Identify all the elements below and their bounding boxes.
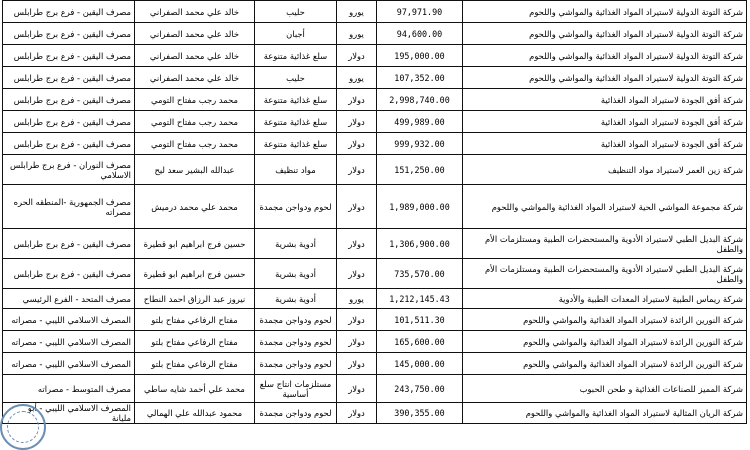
bank-cell: مصرف اليقين - فرع برج طرابلس	[3, 23, 135, 45]
bank-cell: المصرف الاسلامي الليبي - مصراته	[3, 309, 135, 331]
person-cell: خالد علي محمد الصفراني	[135, 1, 255, 23]
bank-cell: مصرف اليقين - فرع برج طرابلس	[3, 111, 135, 133]
company-cell: شركة النورين الرائدة لاستيراد المواد الغذائية والمواشي واللحوم	[463, 309, 747, 331]
table-row	[3, 289, 747, 309]
goods-cell: أدوية بشرية	[255, 229, 337, 259]
currency-cell: دولار	[337, 403, 377, 424]
goods-cell: حليب	[255, 67, 337, 89]
amount-cell: 145,000.00	[377, 353, 463, 375]
goods-cell: سلع غذائية متنوعة	[255, 133, 337, 155]
currency-cell: دولار	[337, 185, 377, 229]
goods-cell: حليب	[255, 1, 337, 23]
currency-cell: دولار	[337, 155, 377, 185]
goods-cell: مواد تنظيف	[255, 155, 337, 185]
goods-cell: مستلزمات انتاج سلع أساسية	[255, 375, 337, 403]
currency-cell: دولار	[337, 331, 377, 353]
goods-cell: سلع غذائية متنوعة	[255, 45, 337, 67]
bank-cell: مصرف المتوسط - مصراته	[3, 375, 135, 403]
goods-cell: أجبان	[255, 23, 337, 45]
company-cell: شركة التوتة الدولية لاستيراد المواد الغذائية والمواشي واللحوم	[463, 1, 747, 23]
currency-cell: دولار	[337, 89, 377, 111]
import-permits-table	[2, 0, 747, 424]
bank-cell: المصرف الاسلامي الليبي - مصراته	[3, 353, 135, 375]
table-row	[3, 45, 747, 67]
amount-cell: 499,989.00	[377, 111, 463, 133]
amount-cell: 94,600.00	[377, 23, 463, 45]
currency-cell: دولار	[337, 375, 377, 403]
currency-cell: يورو	[337, 1, 377, 23]
currency-cell: يورو	[337, 23, 377, 45]
bank-cell: مصرف المتحد - الفرع الرئيسي	[3, 289, 135, 309]
amount-cell: 151,250.00	[377, 155, 463, 185]
company-cell: شركة مجموعة المواشي الحية لاستيراد المواد الغذائية والمواشي واللحوم	[463, 185, 747, 229]
person-cell: مفتاح الرفاعي مفتاح بلتو	[135, 309, 255, 331]
table-row	[3, 185, 747, 229]
bank-cell: مصرف اليقين - فرع برج طرابلس	[3, 67, 135, 89]
goods-cell: أدوية بشرية	[255, 259, 337, 289]
person-cell: عبدالله البشير سعد ليح	[135, 155, 255, 185]
currency-cell: دولار	[337, 45, 377, 67]
company-cell: شركة التوتة الدولية لاستيراد المواد الغذائية والمواشي واللحوم	[463, 45, 747, 67]
bank-cell: مصرف اليقين - فرع برج طرابلس	[3, 89, 135, 111]
person-cell: محمود عبدالله علي الهمالي	[135, 403, 255, 424]
goods-cell: أدوية بشرية	[255, 289, 337, 309]
company-cell: شركة ريماس الطبية لاستيراد المعدات الطبية والأدوية	[463, 289, 747, 309]
table-row	[3, 375, 747, 403]
person-cell: خالد علي محمد الصفراني	[135, 45, 255, 67]
amount-cell: 195,000.00	[377, 45, 463, 67]
goods-cell: لحوم ودواجن مجمدة	[255, 403, 337, 424]
table-row	[3, 23, 747, 45]
person-cell: محمد رجب مفتاح التومي	[135, 111, 255, 133]
bank-cell: مصرف اليقين - فرع برج طرابلس	[3, 259, 135, 289]
table-row	[3, 309, 747, 331]
table-row	[3, 1, 747, 23]
table-row	[3, 403, 747, 424]
company-cell: شركة المميز للصناعات الغذائية و طحن الحبوب	[463, 375, 747, 403]
amount-cell: 999,932.00	[377, 133, 463, 155]
person-cell: نيروز عبد الرزاق احمد النطاح	[135, 289, 255, 309]
company-cell: شركة أفق الجودة لاستيراد المواد الغذائية	[463, 89, 747, 111]
bank-cell: مصرف اليقين - فرع برج طرابلس	[3, 133, 135, 155]
table-row	[3, 155, 747, 185]
table-row	[3, 229, 747, 259]
table-row	[3, 331, 747, 353]
goods-cell: لحوم ودواجن مجمدة	[255, 331, 337, 353]
bank-cell: مصرف النوران - فرع برج طرابلس الاسلامي	[3, 155, 135, 185]
table-row	[3, 133, 747, 155]
company-cell: شركة التوتة الدولية لاستيراد المواد الغذائية والمواشي واللحوم	[463, 23, 747, 45]
currency-cell: دولار	[337, 309, 377, 331]
table-row	[3, 67, 747, 89]
bank-cell: مصرف اليقين - فرع برج طرابلس	[3, 229, 135, 259]
table-body	[3, 1, 747, 424]
person-cell: محمد رجب مفتاح التومي	[135, 133, 255, 155]
currency-cell: يورو	[337, 67, 377, 89]
amount-cell: 107,352.00	[377, 67, 463, 89]
person-cell: خالد علي محمد الصفراني	[135, 23, 255, 45]
company-cell: شركة النورين الرائدة لاستيراد المواد الغذائية والمواشي واللحوم	[463, 353, 747, 375]
table-row	[3, 259, 747, 289]
amount-cell: 165,600.00	[377, 331, 463, 353]
currency-cell: دولار	[337, 259, 377, 289]
bank-cell: مصرف اليقين - فرع برج طرابلس	[3, 45, 135, 67]
currency-cell: دولار	[337, 111, 377, 133]
person-cell: حسين فرج ابراهيم ابو قطيرة	[135, 229, 255, 259]
amount-cell: 2,998,740.00	[377, 89, 463, 111]
person-cell: مفتاح الرفاعي مفتاح بلتو	[135, 331, 255, 353]
company-cell: شركة البديل الطبي لاستيراد الأدوية والمستحضرات الطبية ومستلزمات الأم والطفل	[463, 259, 747, 289]
person-cell: محمد رجب مفتاح التومي	[135, 89, 255, 111]
currency-cell: دولار	[337, 353, 377, 375]
goods-cell: سلع غذائية متنوعة	[255, 111, 337, 133]
person-cell: محمد علي محمد درميش	[135, 185, 255, 229]
amount-cell: 1,989,000.00	[377, 185, 463, 229]
company-cell: شركة التوتة الدولية لاستيراد المواد الغذائية والمواشي واللحوم	[463, 67, 747, 89]
amount-cell: 390,355.00	[377, 403, 463, 424]
goods-cell: لحوم ودواجن مجمدة	[255, 185, 337, 229]
person-cell: خالد علي محمد الصفراني	[135, 67, 255, 89]
person-cell: مفتاح الرفاعي مفتاح بلتو	[135, 353, 255, 375]
company-cell: شركة الريان المثالية لاستيراد المواد الغذائية والمواشي واللحوم	[463, 403, 747, 424]
person-cell: محمد علي أحمد شايه ساطي	[135, 375, 255, 403]
bank-cell: مصرف اليقين - فرع برج طرابلس	[3, 1, 135, 23]
amount-cell: 1,306,900.00	[377, 229, 463, 259]
company-cell: شركة النورين الرائدة لاستيراد المواد الغذائية والمواشي واللحوم	[463, 331, 747, 353]
currency-cell: دولار	[337, 133, 377, 155]
amount-cell: 243,750.00	[377, 375, 463, 403]
amount-cell: 97,971.90	[377, 1, 463, 23]
bank-cell: المصرف الاسلامي الليبي - مصراته	[3, 331, 135, 353]
bank-cell: المصرف الاسلامي الليبي - أبو مليانة	[3, 403, 135, 424]
company-cell: شركة زين العمر لاستيراد مواد التنظيف	[463, 155, 747, 185]
table-row	[3, 89, 747, 111]
person-cell: حسين فرج ابراهيم ابو قطيرة	[135, 259, 255, 289]
bank-cell: مصرف الجمهورية -المنطقه الحره مصراته	[3, 185, 135, 229]
company-cell: شركة أفق الجودة لاستيراد المواد الغذائية	[463, 111, 747, 133]
goods-cell: سلع غذائية متنوعة	[255, 89, 337, 111]
goods-cell: لحوم ودواجن مجمدة	[255, 353, 337, 375]
amount-cell: 735,570.00	[377, 259, 463, 289]
official-seal	[0, 404, 46, 450]
table-row	[3, 111, 747, 133]
company-cell: شركة أفق الجودة لاستيراد المواد الغذائية	[463, 133, 747, 155]
currency-cell: يورو	[337, 289, 377, 309]
amount-cell: 1,212,145.43	[377, 289, 463, 309]
amount-cell: 101,511.30	[377, 309, 463, 331]
table-row	[3, 353, 747, 375]
goods-cell: لحوم ودواجن مجمدة	[255, 309, 337, 331]
company-cell: شركة البديل الطبي لاستيراد الأدوية والمستحضرات الطبية ومستلزمات الأم والطفل	[463, 229, 747, 259]
currency-cell: دولار	[337, 229, 377, 259]
